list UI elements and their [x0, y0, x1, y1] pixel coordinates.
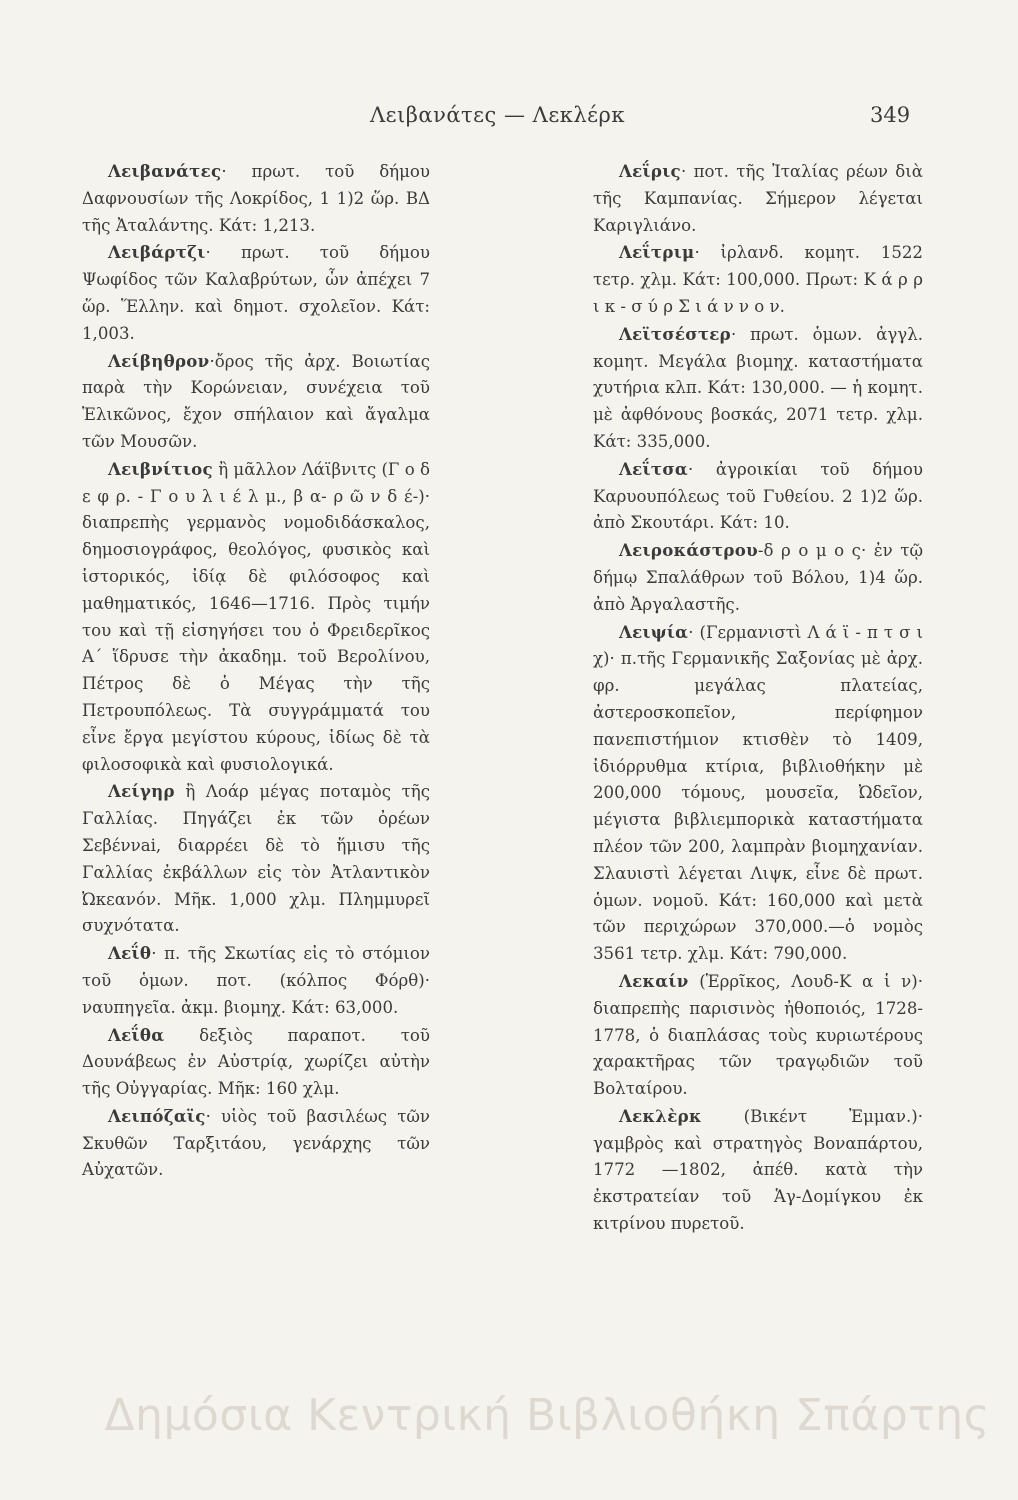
running-header [0, 103, 1018, 133]
entry-text: · ἀγροικίαι τοῦ δήμου Καρυουπόλεως τοῦ Γυθείου. 2 1)2 ὥρ. ἀπὸ Σκουτάρι. Κάτ: 10. [593, 459, 923, 533]
dictionary-entry [82, 1022, 430, 1103]
entry-headword: Λειπόζαϊς [108, 1105, 206, 1126]
entry-text: · πρωτ. ὁμων. ἀγγλ. κομητ. Μεγάλα βιομηχ. καταστήματα χυτήρια κλπ. Κάτ: 130,000. — ἡ κομητ. μὲ ἀφθόνους βοσκάς, 2071 τετρ. χλμ. Κάτ: 335,000. [593, 324, 923, 451]
dictionary-entry [82, 158, 430, 239]
entry-text: · πρωτ. τοῦ δήμου Ψωφίδος τῶν Καλαβρύτων, ὧν ἀπέχει 7 ὥρ. Ἕλλην. καὶ δημοτ. σχολεῖον. Κάτ: 1,003. [82, 243, 430, 343]
dictionary-entry [593, 968, 923, 1103]
entry-headword: Λείβηθρον [108, 350, 210, 371]
dictionary-entry [82, 348, 430, 456]
entry-headword: Λεΐθ [108, 943, 152, 964]
entry-headword: Λεκαίν [619, 970, 689, 991]
entry-headword: Λειροκάστρου [619, 540, 758, 561]
dictionary-entry [82, 1103, 430, 1184]
entry-text: (Ἑρρῖκος, Λουδ-Κ α ἱ ν)· διαπρεπὴς παρισινὸς ἠθοποιός, 1728-1778, ὁ διαπλάσας τοὺς κυριωτέρους χαρακτῆρας τῶν τραγῳδιῶν τοῦ Βολταίρου. [593, 971, 923, 1099]
entry-headword: Λεΐτσα [619, 458, 688, 479]
entry-headword: Λείγηρ [108, 781, 175, 802]
entry-headword: Λειβνίτιος [108, 458, 213, 479]
page-number: 349 [870, 103, 911, 127]
entry-headword: Λειβάρτζι [108, 242, 206, 263]
entry-headword: Λεκλὲρκ [619, 1105, 702, 1126]
entry-headword: Λειβανάτες [108, 161, 222, 181]
entry-headword: Λεϊτσέστερ [619, 323, 732, 344]
dictionary-entry [82, 239, 430, 347]
entry-headword: Λεΐτριμ [619, 242, 695, 263]
entry-headword: Λεΐρις [619, 161, 681, 181]
entry-text: · ἰρλανδ. κομητ. 1522 τετρ. χλμ. Κάτ: 100,000. Πρωτ: Κ ά ρ ρ ι κ - σ ύ ρ Σ ι ά ν ν ο ν. [593, 243, 923, 316]
entry-text: ἢ μᾶλλον Λάϊβνιτς (Γ ο δ ε φ ρ. - Γ ο υ λ ι έ λ μ., β α- ρ ῶ ν δ έ-)· διαπρεπὴς γερμανὸς νομοδιδάσκαλος, δημοσιογράφος, θεολόγος, φυσικὸς καὶ ἱστορικός, ἰδίᾳ δὲ φιλόσοφος καὶ μαθηματικός, 1646—1716. Πρὸς τιμήν του καὶ τῇ εἰσηγήσει του ὁ Φρειδερῖκος Α΄ ἵδρυσε τὴν ἀκαδημ. τοῦ Βερολίνου, Πέτρος δὲ ὁ Μέγας τὴν τῆς Πετρουπόλεως. Τὰ συγγράμματά του εἶνε ἔργα μεγίστου κύρους, ἰδίως δὲ τὰ φιλοσοφικὰ καὶ φυσιολογικά. [82, 459, 430, 774]
dictionary-entry [593, 1103, 923, 1238]
dictionary-entry [593, 619, 923, 968]
entry-text: · πρωτ. τοῦ δήμου Δαφνουσίων τῆς Λοκρίδος, 1 1)2 ὥρ. ΒΔ τῆς Ἀταλάντης. Κάτ: 1,213. [82, 162, 430, 235]
dictionary-entry [593, 537, 923, 618]
entry-headword: Λεΐθα [108, 1024, 165, 1045]
entry-headword: Λειψία [619, 621, 689, 642]
entry-text: (Βικέντ Ἐμμαν.)· γαμβρὸς καὶ στρατηγὸς Βοναπάρτου, 1772 —1802, ἀπέθ. κατὰ τὴν ἐκστρατείαν τοῦ Ἁγ-Δομίγκου ἐκ κιτρίνου πυρετοῦ. [593, 1106, 923, 1234]
dictionary-entry [593, 456, 923, 537]
right-column [593, 158, 923, 1238]
dictionary-entry [593, 158, 923, 239]
entry-text: · π. τῆς Σκωτίας εἰς τὸ στόμιον τοῦ ὁμων. ποτ. (κόλπος Φόρθ)· ναυπηγεῖα. ἀκμ. βιομηχ. Κάτ: 63,000. [82, 944, 430, 1017]
entry-text: · ποτ. τῆς Ἰταλίας ρέων διὰ τῆς Καμπανίας. Σήμερον λέγεται Καριγλιάνο. [593, 162, 923, 235]
dictionary-entry [82, 940, 430, 1021]
entry-text: · υἱὸς τοῦ βασιλέως τῶν Σκυθῶν Ταρξιτάου, γενάρχης τῶν Αὐχατῶν. [82, 1106, 430, 1180]
entry-text: ἢ Λοάρ μέγας ποταμὸς τῆς Γαλλίας. Πηγάζει ἐκ τῶν ὀρέων Σεβέννai, διαρρέει δὲ τὸ ἥμισυ τῆς Γαλλίας ἐκβάλλων εἰς τὸν Ἀτλαντικὸν Ὠκεανόν. Μῆκ. 1,000 χλμ. Πλημμυρεῖ συχνότατα. [82, 782, 430, 936]
header-title: Λειβανάτες — Λεκλέρκ [370, 103, 625, 127]
entry-text: δεξιὸς παραποτ. τοῦ Δουνάβεως ἐν Αὐστρίᾳ, χωρίζει αὐτὴν τῆς Οὐγγαρίας. Μῆκ: 160 χλμ. [82, 1025, 430, 1099]
entry-text: · (Γερμανιστὶ Λ ά ϊ - π τ σ ι χ)· π.τῆς Γερμανικῆς Σαξονίας μὲ ἀρχ. φρ. μεγάλας πλατείας, ἀστεροσκοπεῖον, περίφημον πανεπιστήμιον κτισθὲν τὸ 1409, ἰδιόρρυθμα κτίρια, βιβλιοθήκην μὲ 200,000 τόμους, μουσεῖα, Ὠδεῖον, μέγιστα βιβλιεμπορικὰ καταστήματα πλέον τῶν 200, λαμπρὰν βιομηχανίαν. Σλαυιστὶ λέγεται Λιψκ, εἶνε δὲ πρωτ. ὁμων. νομοῦ. Κάτ: 160,000 καὶ μετὰ τῶν περιχώρων 370,000.—ὁ νομὸς 3561 τετρ. χλμ. Κάτ: 790,000. [593, 622, 923, 964]
library-watermark: Δημόσια Κεντρική Βιβλιοθήκη Σπάρτης [104, 1390, 990, 1441]
dictionary-entry [82, 778, 430, 940]
dictionary-entry [593, 321, 923, 456]
entry-text: ·ὄρος τῆς ἀρχ. Βοιωτίας παρὰ τὴν Κορώνειαν, συνέχεια τοῦ Ἑλικῶνος, ἔχον σπήλαιον καὶ ἄγαλμα τῶν Μουσῶν. [82, 351, 430, 451]
dictionary-entry [593, 239, 923, 320]
entry-text: -δ ρ ο μ ο ς· ἐν τῷ δήμῳ Σπαλάθρων τοῦ Βόλου, 1)4 ὥρ. ἀπὸ Ἀργαλαστῆς. [593, 541, 923, 614]
dictionary-entry [82, 456, 430, 779]
left-column [82, 158, 430, 1184]
